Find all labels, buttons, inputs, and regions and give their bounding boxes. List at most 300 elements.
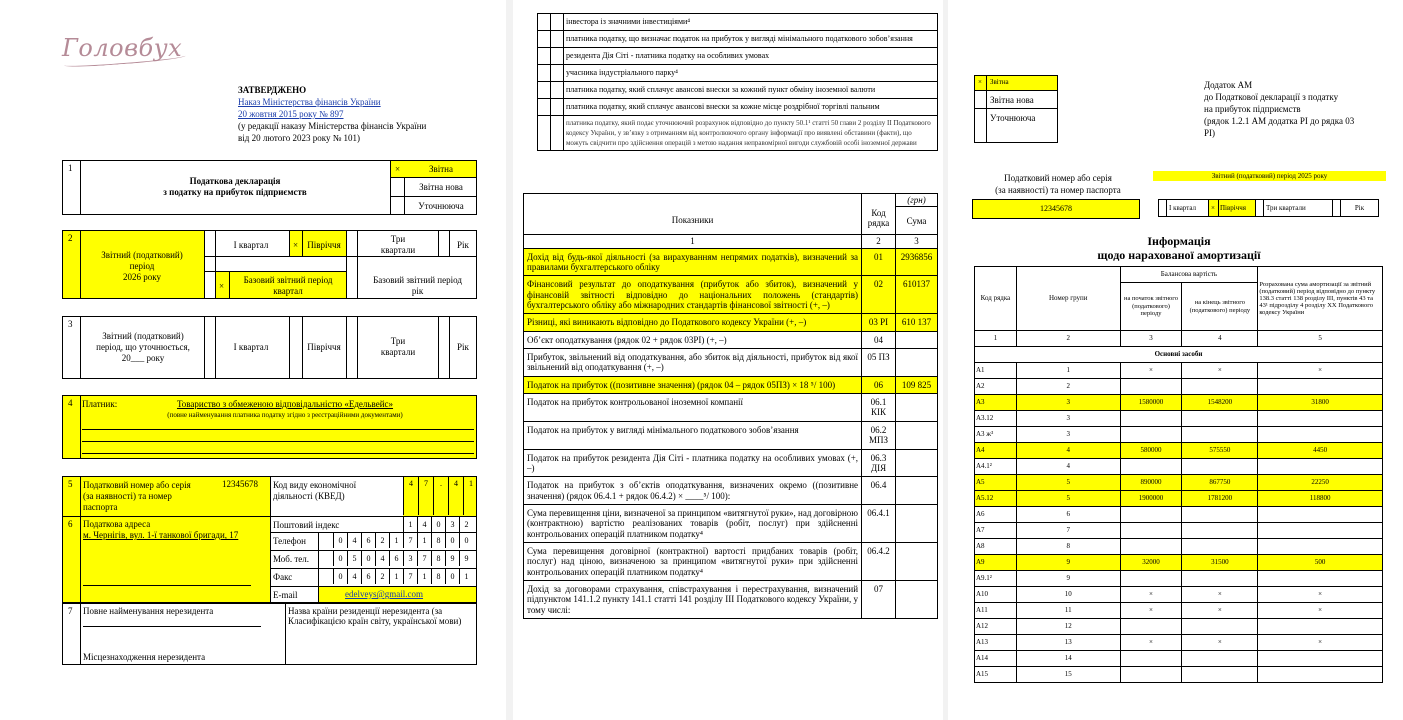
- indicator-sum: 109 825: [896, 376, 938, 393]
- taxpayer-type-label: учасника індустріального парку⁴: [564, 65, 938, 82]
- taxpayer-type-row: [538, 14, 938, 31]
- amortization-calc: ×: [1258, 363, 1383, 379]
- postal-digit: 0: [431, 517, 445, 532]
- indicator-text: Прибуток, звільнений від оподаткування, або збиток від діяльності, прибуток від якої звільнений від оподаткування (+, –): [524, 349, 862, 377]
- amortization-start: 1580000: [1120, 395, 1182, 411]
- clarify-label-2: період, що уточнюється,: [96, 342, 190, 352]
- amortization-end: ×: [1182, 635, 1258, 651]
- fax-digit: 8: [431, 569, 445, 584]
- indicator-sum: [896, 542, 938, 580]
- amortization-start: ×: [1120, 587, 1182, 603]
- amortization-row: [975, 459, 1383, 475]
- appendix-clarifying: Уточнююча: [990, 113, 1036, 123]
- amortization-group: 2: [1016, 379, 1120, 395]
- fax-digit: 1: [389, 569, 403, 584]
- indicator-text: Податок на прибуток з об’єктів оподаткування, визначених окремо ((позитивне значення) (рядок 06.4.1 + рядок 06.4.2) × ____⁵/ 100):: [524, 477, 862, 505]
- indicator-code: 02: [862, 276, 896, 314]
- phone-digit: 0: [333, 533, 347, 548]
- h-num-5: 5: [1258, 331, 1383, 347]
- mobile-digit: 0: [361, 551, 375, 566]
- taxpayer-type-label: платника податку, який сплачує авансові внески за кожний пункт обміну іноземної валюти: [564, 82, 938, 99]
- nonresident-location-label: Місцезнаходження нерезидента: [83, 652, 206, 662]
- amortization-calc: 31800: [1258, 395, 1383, 411]
- postal-digit: 3: [445, 517, 459, 532]
- amortization-start: 1900000: [1120, 491, 1182, 507]
- approved-date-link[interactable]: 20 жовтня 2015 року № 897: [238, 109, 344, 119]
- fax-digit: 0: [445, 569, 459, 584]
- amortization-end: ×: [1182, 603, 1258, 619]
- amortization-group: 3: [1016, 411, 1120, 427]
- amortization-calc: [1258, 539, 1383, 555]
- amortization-code: А6: [975, 507, 1017, 523]
- indicator-row: [524, 580, 938, 618]
- indicators-table: [523, 193, 938, 619]
- h-num-4: 4: [1182, 331, 1258, 347]
- amortization-end: 31500: [1182, 555, 1258, 571]
- amortization-end: [1182, 379, 1258, 395]
- period-three-q-1: Три: [390, 234, 406, 244]
- amortization-calc: ×: [1258, 635, 1383, 651]
- section-2-num: 2: [68, 233, 73, 243]
- indicator-code: 06.4: [862, 477, 896, 505]
- amortization-code: А3 ж³: [975, 427, 1017, 443]
- indicator-text: Сума перевищення договірної (контрактної) вартості придбаних товарів (робіт, послуг) над ціною, визначеною за принципом «витягнутої руки» при здійсненні контрольованих операцій платником податку⁴: [524, 542, 862, 580]
- appendix-line-2: на прибуток підприємств: [1204, 104, 1301, 114]
- amortization-group: 10: [1016, 587, 1120, 603]
- appendix-line-3: (рядок 1.2.1 АМ додатка РІ до рядка 03: [1204, 116, 1355, 126]
- indicator-row: [524, 376, 938, 393]
- amortization-start: [1120, 427, 1182, 443]
- amortization-end: [1182, 571, 1258, 587]
- base-quarter-1: Базовий звітний період: [243, 275, 333, 285]
- kved-digit: 1: [463, 477, 478, 515]
- amortization-code: А1: [975, 363, 1017, 379]
- amortization-calc: [1258, 651, 1383, 667]
- postal-label: Поштовий індекс: [273, 520, 340, 530]
- amortization-end: [1182, 507, 1258, 523]
- clarify-year: Рік: [457, 342, 469, 352]
- taxpayer-type-label: платника податку, що визначає податок на прибуток у вигляді мінімального податкового зобов’язання: [564, 31, 938, 48]
- amortization-calc: [1258, 379, 1383, 395]
- amortization-row: [975, 411, 1383, 427]
- clarify-three-q-1: Три: [390, 336, 406, 346]
- indicator-row: [524, 504, 938, 542]
- amortization-end: [1182, 523, 1258, 539]
- indicator-text: Дохід за договорами страхування, співстрахування і перестрахування, визначений підпунктом 141.1.2 пункту 141.1 статті 141 розділу III Податкового кодексу України, у тому числі:: [524, 580, 862, 618]
- amortization-calc: [1258, 427, 1383, 443]
- amortization-end: [1182, 411, 1258, 427]
- h-end: на кінець звітного (податкового) періоду: [1182, 283, 1258, 331]
- mobile-label: Моб. тел.: [273, 554, 310, 564]
- approved-edition-2: від 20 лютого 2023 року № 101): [238, 133, 361, 143]
- unit-label: (грн): [896, 194, 938, 207]
- amortization-code: А9: [975, 555, 1017, 571]
- amortization-group: 9: [1016, 555, 1120, 571]
- amortization-code: А3: [975, 395, 1017, 411]
- phone-digit: 2: [375, 533, 389, 548]
- amortization-start: [1120, 459, 1182, 475]
- indicator-text: Фінансовий результат до оподаткування (прибуток або збиток), визначений у фінансовій звітності відповідно до національних положень (стандартів) бухгалтерського обліку або міжнародних стандартів фінансової звітності (+, –): [524, 276, 862, 314]
- amortization-end: 575550: [1182, 443, 1258, 459]
- section-4-num: 4: [68, 398, 73, 408]
- amortization-end: ×: [1182, 587, 1258, 603]
- phone-label: Телефон: [273, 536, 306, 546]
- amortization-end: [1182, 459, 1258, 475]
- approved-order-link[interactable]: Наказ Міністерства фінансів України: [238, 97, 381, 107]
- appendix-tax-label-1: Податковий номер або серія: [1004, 173, 1112, 183]
- indicator-sum: 610137: [896, 276, 938, 314]
- indicator-code: 04: [862, 331, 896, 348]
- phone-digit: 8: [431, 533, 445, 548]
- indicator-row: [524, 449, 938, 477]
- amortization-code: А4: [975, 443, 1017, 459]
- indicator-row: [524, 421, 938, 449]
- indicator-code: 06.3 ДІЯ: [862, 449, 896, 477]
- amortization-code: А13: [975, 635, 1017, 651]
- h-group: Номер групи: [1016, 267, 1120, 331]
- mobile-digit: 8: [431, 551, 445, 566]
- half-year-checkbox[interactable]: ×: [292, 240, 299, 250]
- h-num-1: 1: [975, 331, 1017, 347]
- fax-label: Факс: [273, 572, 293, 582]
- indicator-row: [524, 276, 938, 314]
- reporting-checkbox[interactable]: ×: [394, 164, 401, 174]
- period-year-option: Рік: [457, 240, 469, 250]
- period-three-q-2: квартали: [380, 245, 416, 255]
- h-num-3: 3: [1120, 331, 1182, 347]
- amortization-code: А5.12: [975, 491, 1017, 507]
- amortization-code: А2: [975, 379, 1017, 395]
- indicator-text: Податок на прибуток контрольованої іноземної компанії: [524, 394, 862, 422]
- period-label-1: Звітний (податковий): [101, 250, 183, 260]
- postal-digit: 2: [459, 517, 473, 532]
- amortization-start: [1120, 379, 1182, 395]
- amortization-group: 9: [1016, 571, 1120, 587]
- section-fixed-assets: Основні засоби: [975, 347, 1383, 363]
- section-6-num: 6: [68, 519, 73, 529]
- amortization-end: [1182, 651, 1258, 667]
- postal-digit: 4: [417, 517, 431, 532]
- tax-id-value: 12345678: [222, 479, 258, 489]
- taxpayer-type-row: [538, 31, 938, 48]
- amortization-group: 12: [1016, 619, 1120, 635]
- indicator-text: Різниці, які виникають відповідно до Податкового кодексу України (+, –): [524, 314, 862, 331]
- section-1-num: 1: [68, 163, 73, 173]
- indicator-code: 05 ПЗ: [862, 349, 896, 377]
- indicator-text: Об’єкт оподаткування (рядок 02 + рядок 03РІ) (+, –): [524, 331, 862, 348]
- h-num-2: 2: [1016, 331, 1120, 347]
- mobile-digit: 9: [445, 551, 459, 566]
- amortization-end: [1182, 619, 1258, 635]
- indicator-code: 06: [862, 376, 896, 393]
- amortization-group: 4: [1016, 459, 1120, 475]
- tax-id-label-3: паспорта: [83, 502, 118, 512]
- base-year-2: рік: [411, 286, 424, 296]
- amortization-group: 3: [1016, 427, 1120, 443]
- amortization-calc: ×: [1258, 587, 1383, 603]
- phone-digit: 7: [403, 533, 417, 548]
- section-5-num: 5: [68, 479, 73, 489]
- indicator-sum: [896, 477, 938, 505]
- phone-digit: 4: [347, 533, 361, 548]
- appendix-half: Півріччя: [1220, 204, 1247, 212]
- approved-title: ЗАТВЕРДЖЕНО: [238, 85, 307, 95]
- fax-digit: 6: [361, 569, 375, 584]
- amortization-code: А15: [975, 667, 1017, 683]
- taxpayer-type-row: [538, 116, 938, 151]
- period-half: Півріччя: [307, 240, 341, 250]
- section-3-num: 3: [68, 319, 73, 329]
- amortization-row: [975, 475, 1383, 491]
- indicator-row: [524, 542, 938, 580]
- mobile-digit: 6: [389, 551, 403, 566]
- clarify-three-q-2: квартали: [380, 347, 416, 357]
- appendix-line-1: до Податкової декларації з податку: [1204, 92, 1339, 102]
- phone-digit: 0: [459, 533, 473, 548]
- mobile-digit: 7: [417, 551, 431, 566]
- amortization-code: А5: [975, 475, 1017, 491]
- indicator-row: [524, 248, 938, 276]
- appendix-year: Рік: [1354, 204, 1365, 212]
- amortization-start: [1120, 651, 1182, 667]
- amortization-end: [1182, 539, 1258, 555]
- indicator-code: 03 РІ: [862, 314, 896, 331]
- amortization-row: [975, 443, 1383, 459]
- amortization-start: [1120, 507, 1182, 523]
- amortization-end: ×: [1182, 363, 1258, 379]
- mobile-digit: 3: [403, 551, 417, 566]
- amortization-start: [1120, 667, 1182, 683]
- payer-hint: (повне найменування платника податку згідно з реєстраційними документами): [167, 411, 403, 419]
- indicator-sum: [896, 504, 938, 542]
- mobile-digit: 4: [375, 551, 389, 566]
- amortization-row: [975, 571, 1383, 587]
- amortization-end: 867750: [1182, 475, 1258, 491]
- nonresident-name-label: Повне найменування нерезидента: [83, 606, 214, 616]
- phone-digit: 6: [361, 533, 375, 548]
- mobile-digit: 9: [459, 551, 473, 566]
- amortization-calc: [1258, 523, 1383, 539]
- amortization-code: А12: [975, 619, 1017, 635]
- amortization-group: 14: [1016, 651, 1120, 667]
- tax-id-label-2: (за наявності) та номер: [83, 491, 172, 501]
- amortization-group: 13: [1016, 635, 1120, 651]
- amortization-group: 4: [1016, 443, 1120, 459]
- indicator-sum: [896, 349, 938, 377]
- amortization-group: 8: [1016, 539, 1120, 555]
- amortization-calc: [1258, 507, 1383, 523]
- payer-name: Товариство з обмеженою відповідальністю «Едельвейс»: [176, 399, 394, 409]
- indicator-code: 07: [862, 580, 896, 618]
- taxpayer-type-label: платника податку, який сплачує авансові внески за кожне місце роздрібної торгівлі пальним: [564, 99, 938, 116]
- amortization-code: А4.1²: [975, 459, 1017, 475]
- address-value: м. Чернігів, вул. 1-ї танкової бригади, 17: [83, 530, 239, 540]
- taxpayer-type-row: [538, 82, 938, 99]
- clarify-label-3: 20___ року: [121, 353, 165, 363]
- page-declaration-front: [0, 0, 506, 720]
- postal-digit: 1: [403, 517, 417, 532]
- amortization-group: 3: [1016, 395, 1120, 411]
- amortization-calc: 500: [1258, 555, 1383, 571]
- indicator-code: 01: [862, 248, 896, 276]
- taxpayer-type-row: [538, 48, 938, 65]
- amortization-row: [975, 603, 1383, 619]
- amortization-end: [1182, 427, 1258, 443]
- clarify-label-1: Звітний (податковий): [102, 331, 184, 341]
- indicator-sum: 2936856: [896, 248, 938, 276]
- amortization-row: [975, 363, 1383, 379]
- approved-edition-1: (у редакції наказу Міністерства фінансів України: [238, 121, 427, 131]
- amortization-calc: 4450: [1258, 443, 1383, 459]
- indicator-code: 06.2 МПЗ: [862, 421, 896, 449]
- fax-digit: 7: [403, 569, 417, 584]
- appendix-reporting: Звітна: [990, 78, 1009, 86]
- indicator-row: [524, 349, 938, 377]
- amortization-row: [975, 667, 1383, 683]
- col-indicators: Показники: [524, 207, 862, 235]
- indicator-code: 06.4.2: [862, 542, 896, 580]
- fax-digit: 1: [417, 569, 431, 584]
- amortization-end: [1182, 667, 1258, 683]
- amortization-title: Інформація: [1147, 234, 1211, 248]
- amortization-calc: 118800: [1258, 491, 1383, 507]
- period-q1: I квартал: [233, 240, 269, 250]
- appendix-tax-value: 12345678: [1040, 204, 1072, 213]
- amortization-calc: [1258, 667, 1383, 683]
- amortization-row: [975, 635, 1383, 651]
- kved-digit: 4: [448, 477, 463, 515]
- nonresident-country-label: Назва країни резиденції нерезидента (за Класифікацією країн світу, української мови): [288, 606, 462, 627]
- amortization-group: 1: [1016, 363, 1120, 379]
- indicator-sum: 610 137: [896, 314, 938, 331]
- address-label: Податкова адреса: [83, 519, 151, 529]
- base-quarter-checkbox[interactable]: ×: [218, 281, 225, 291]
- amortization-code: А10: [975, 587, 1017, 603]
- amortization-calc: [1258, 459, 1383, 475]
- amortization-calc: [1258, 619, 1383, 635]
- opt-clarifying: Уточнююча: [418, 201, 464, 211]
- fax-digit: 0: [333, 569, 347, 584]
- appendix-line-4: РІ): [1204, 128, 1215, 138]
- appendix-title: Додаток АМ: [1204, 80, 1253, 90]
- appendix-new: Звітна нова: [990, 95, 1034, 105]
- indicator-text: Дохід від будь-якої діяльності (за вирахуванням непрямих податків), визначений за правилами бухгалтерського обліку: [524, 248, 862, 276]
- phone-digit: 0: [445, 533, 459, 548]
- appendix-three-q: Три квартали: [1266, 204, 1306, 212]
- amortization-code: А7: [975, 523, 1017, 539]
- tax-id-label-1: Податковий номер або серія: [83, 480, 191, 490]
- declaration-title: Податкова декларація: [189, 176, 281, 186]
- mobile-digit: 0: [333, 551, 347, 566]
- kved-label-2: діяльності (КВЕД): [273, 491, 345, 501]
- kved-label-1: Код виду економічної: [273, 480, 357, 490]
- amortization-start: [1120, 571, 1182, 587]
- indicator-code: 06.1 КІК: [862, 394, 896, 422]
- base-year-1: Базовий звітний період: [373, 275, 462, 285]
- amortization-end: 1781200: [1182, 491, 1258, 507]
- kved-digit: 4: [403, 477, 418, 515]
- amortization-start: 32000: [1120, 555, 1182, 571]
- amortization-calc: 22250: [1258, 475, 1383, 491]
- taxpayer-type-label: платника податку, який подає уточнюючий розрахунок відповідно до пункту 50.1¹ статті 50 глави 2 розділу II Податкового кодексу України, у зв’язку з отриманням від контролюючого органу інформації про виявлені обставини (факти), що можуть свідчити про здійснення операцій з метою надання неправомірної вигоди службовій особі іноземної держави: [564, 116, 938, 151]
- appendix-reporting-checkbox[interactable]: ×: [978, 78, 982, 86]
- amortization-row: [975, 427, 1383, 443]
- amortization-code: А9.1²: [975, 571, 1017, 587]
- amortization-start: ×: [1120, 603, 1182, 619]
- kved-digit: 7: [418, 477, 433, 515]
- amortization-group: 7: [1016, 523, 1120, 539]
- col-num-1: 1: [524, 235, 862, 248]
- amortization-start: [1120, 539, 1182, 555]
- phone-digit: 1: [389, 533, 403, 548]
- amortization-start: 890000: [1120, 475, 1182, 491]
- indicator-text: Податок на прибуток ((позитивне значення) (рядок 04 – рядок 05ПЗ) × 18 ⁵/ 100): [524, 376, 862, 393]
- amortization-row: [975, 539, 1383, 555]
- indicator-text: Податок на прибуток резидента Дія Сіті - платника податку на особливих умовах (+, –): [524, 449, 862, 477]
- amortization-calc: [1258, 571, 1383, 587]
- indicator-sum: [896, 449, 938, 477]
- col-num-3: 3: [896, 235, 938, 248]
- section-7-num: 7: [68, 606, 73, 616]
- amortization-group: 11: [1016, 603, 1120, 619]
- amortization-row: [975, 379, 1383, 395]
- page-declaration-indicators: [513, 0, 943, 720]
- amortization-group: 6: [1016, 507, 1120, 523]
- amortization-start: ×: [1120, 363, 1182, 379]
- col-code: Код рядка: [862, 207, 896, 235]
- declaration-subtitle: з податку на прибуток підприємств: [163, 187, 307, 197]
- taxpayer-type-row: [538, 65, 938, 82]
- clarify-q1: I квартал: [233, 342, 269, 352]
- appendix-half-checkbox[interactable]: ×: [1211, 204, 1215, 212]
- fax-digit: 1: [459, 569, 473, 584]
- indicator-row: [524, 394, 938, 422]
- col-sum: Сума: [896, 207, 938, 235]
- mobile-digit: 5: [347, 551, 361, 566]
- indicator-row: [524, 477, 938, 505]
- fax-digit: 2: [375, 569, 389, 584]
- amortization-row: [975, 587, 1383, 603]
- amortization-row: [975, 491, 1383, 507]
- opt-reporting: Звітна: [428, 164, 453, 174]
- taxpayer-type-label: інвестора із значними інвестиціями⁴: [564, 14, 938, 31]
- email-label: E-mail: [273, 590, 298, 600]
- email-link[interactable]: edelveys@gmail.com: [345, 589, 424, 599]
- amortization-row: [975, 523, 1383, 539]
- clarify-half: Півріччя: [307, 342, 341, 352]
- appendix-q1: I квартал: [1169, 204, 1197, 212]
- amortization-start: 580000: [1120, 443, 1182, 459]
- base-quarter-2: квартал: [273, 286, 303, 296]
- page-appendix-am: [948, 0, 1403, 720]
- indicator-row: [524, 314, 938, 331]
- appendix-period-label: Звітний (податковий) період 2025 року: [1211, 172, 1328, 180]
- amortization-start: [1120, 411, 1182, 427]
- h-balance: Балансова вартість: [1120, 267, 1258, 283]
- amortization-table: [974, 266, 1383, 683]
- indicator-code: 06.4.1: [862, 504, 896, 542]
- taxpayer-type-row: [538, 99, 938, 116]
- indicator-sum: [896, 580, 938, 618]
- amortization-row: [975, 651, 1383, 667]
- taxpayer-type-table: [537, 13, 938, 151]
- amortization-code: А14: [975, 651, 1017, 667]
- col-num-2: 2: [862, 235, 896, 248]
- indicator-row: [524, 331, 938, 348]
- appendix-tax-label-2: (за наявності) та номер паспорта: [995, 185, 1121, 195]
- amortization-row: [975, 395, 1383, 411]
- amortization-group: 5: [1016, 475, 1120, 491]
